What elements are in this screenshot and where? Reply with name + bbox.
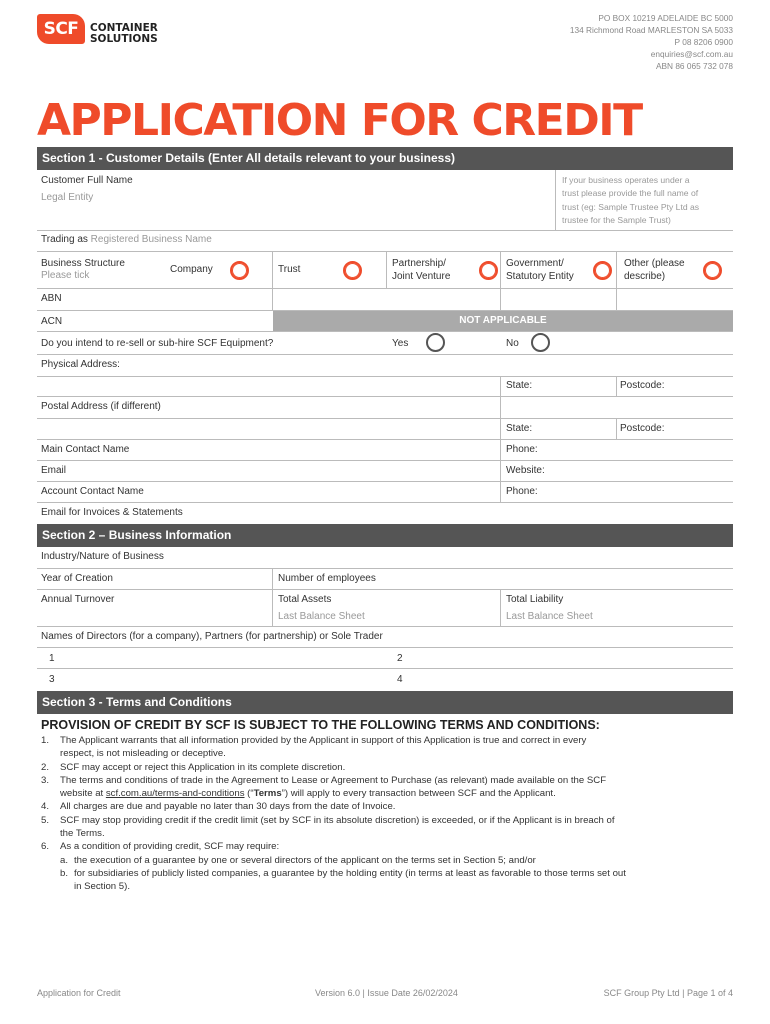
term-text: SCF may stop providing credit if the credit limit (set by SCF in its absolute discretion) is exceeded, or if the Applicant is in breach of [60,814,615,826]
address-line: P 08 8206 0900 [674,37,733,47]
partnership-line: Partnership/ [392,258,446,269]
government-checkbox[interactable] [593,261,612,280]
email-invoices-label: Email for Invoices & Statements [41,507,183,518]
section-3-heading: Section 3 - Terms and Conditions [37,691,733,714]
scf-logo-mark: SCF [37,14,85,44]
divider [37,288,733,289]
term-number: 2. [41,761,50,773]
address-line: enquiries@scf.com.au [650,49,733,59]
divider [37,668,733,669]
footer-left: Application for Credit [37,988,121,998]
logo-line-1: CONTAINER [90,22,158,34]
term-text: for subsidiaries of publicly listed companies, a guarantee by the holding entity (in terms at least as favorable to those terms set out [74,867,626,879]
total-assets-label: Total Assets [278,594,332,605]
divider [37,626,733,627]
trading-as-text: Trading as [41,234,88,245]
please-tick-hint: Please tick [41,270,90,281]
physical-postcode-label: Postcode: [620,380,665,391]
acn-not-applicable: NOT APPLICABLE [273,311,733,331]
term-number: 5. [41,814,50,826]
divider [500,252,501,311]
term-item [41,800,731,813]
divider [37,460,733,461]
divider [616,418,617,439]
director-4-label: 4 [397,674,403,685]
account-contact-name-label: Account Contact Name [41,486,144,497]
trust-note [562,174,699,227]
divider [37,589,733,590]
footer-version: Version 6.0 | Issue Date 26/02/2024 [315,988,458,998]
industry-label: Industry/Nature of Business [41,551,164,562]
resell-yes-radio[interactable] [426,333,445,352]
term-text: in Section 5). [74,881,130,893]
annual-turnover-label: Annual Turnover [41,594,115,605]
divider [37,418,733,419]
divider [37,481,733,482]
main-contact-phone-label: Phone: [506,444,538,455]
abn-label: ABN [41,293,62,304]
trust-checkbox[interactable] [343,261,362,280]
physical-state-label: State: [506,380,533,391]
term-subitem [60,854,626,867]
trust-note-line: trust (eg: Sample Trustee Pty Ltd as [562,201,700,212]
term-number: 6. [41,841,50,853]
trust-note-line: If your business operates under a [562,175,690,185]
names-of-directors-label: Names of Directors (for a company), Partners (for partnership) or Sole Trader [41,631,383,642]
term-text-part: (“ [244,788,254,800]
terms-link[interactable]: scf.com.au/terms-and-conditions [105,788,245,800]
account-contact-phone-label: Phone: [506,486,538,497]
term-text: the Terms. [60,828,105,840]
divider [37,568,733,569]
postal-state-label: State: [506,423,533,434]
total-assets-hint: Last Balance Sheet [278,611,365,622]
term-item [41,840,731,893]
resell-no-label: No [506,338,519,349]
logo-line-2: SOLUTIONS [90,33,158,45]
director-1-label: 1 [49,653,55,664]
trust-note-line: trust please provide the full name of [562,188,699,199]
term-number: 1. [41,735,50,746]
website-label: Website: [506,465,545,476]
divider [500,589,501,626]
divider [555,170,556,230]
term-subnumber: b. [60,867,69,879]
main-contact-name-label: Main Contact Name [41,444,130,455]
physical-address-label: Physical Address: [41,359,120,370]
divider [37,439,733,440]
divider [272,288,273,311]
divider [37,647,733,648]
divider [37,376,733,377]
total-liability-label: Total Liability [506,594,564,605]
term-text: The terms and conditions of trade in the Agreement to Lease or Agreement to Purchase (as relevant) made available on the SCF [60,774,607,786]
partnership-checkbox[interactable] [479,261,498,280]
total-liability-hint: Last Balance Sheet [506,611,593,622]
divider [37,331,733,332]
term-subitem [60,867,626,894]
page-title: APPLICATION FOR CREDIT [37,95,642,146]
government-line: Statutory Entity [506,271,574,282]
term-number: 3. [41,774,50,786]
term-subnumber: a. [60,854,69,866]
resell-question: Do you intend to re-sell or sub-hire SCF Equipment? [41,338,274,349]
term-text-block [60,734,586,761]
term-text: SCF may accept or reject this Application in its complete discretion. [60,761,346,773]
resell-yes-label: Yes [392,338,409,349]
terms-list [41,734,731,894]
divider [272,252,273,288]
term-text-part: website at [60,788,106,800]
partnership-option-label [392,257,450,283]
trust-note-line: trustee for the Sample Trust) [562,214,671,225]
divider [37,396,733,397]
address-line: ABN 86 065 732 078 [655,61,733,71]
term-number: 4. [41,801,50,813]
term-item [41,734,731,761]
term-item [41,774,731,801]
trading-as-label [41,234,212,245]
divider [616,252,617,311]
registered-business-name-hint: Registered Business Name [90,234,212,245]
director-3-label: 3 [49,674,55,685]
divider [37,230,733,231]
section-2-heading: Section 2 – Business Information [37,524,733,547]
postal-postcode-label: Postcode: [620,423,665,434]
divider [37,251,733,252]
address-line: PO BOX 10219 ADELAIDE BC 5000 [598,13,733,23]
divider [616,376,617,396]
trust-option-label: Trust [278,264,301,275]
term-item [41,761,731,774]
terms-subheading: PROVISION OF CREDIT BY SCF IS SUBJECT TO THE FOLLOWING TERMS AND CONDITIONS: [41,718,600,732]
scf-logo-text [90,23,158,45]
divider [272,568,273,626]
company-checkbox[interactable] [230,261,249,280]
term-item [41,814,731,841]
director-2-label: 2 [397,653,403,664]
term-text-part: ”) will apply to every transaction between SCF and the Applicant. [281,788,556,800]
address-line: 134 Richmond Road MARLESTON SA 5033 [569,25,733,35]
term-text-block [60,774,606,801]
term-text-block [74,867,626,894]
postal-address-label: Postal Address (if different) [41,401,161,412]
term-text [60,787,606,800]
company-option-label: Company [170,264,213,275]
year-of-creation-label: Year of Creation [41,573,113,584]
government-option-label [506,257,574,283]
term-text: respect, is not misleading or deceptive. [60,748,226,760]
company-address [570,12,733,72]
other-line: Other (please [624,258,685,269]
divider [37,502,733,503]
term-text: All charges are due and payable no later than 30 days from the date of Invoice. [60,801,396,813]
number-of-employees-label: Number of employees [278,573,376,584]
government-line: Government/ [506,258,564,269]
resell-no-radio[interactable] [531,333,550,352]
other-option-label [624,257,685,283]
section-1-heading: Section 1 - Customer Details (Enter All details relevant to your business) [37,147,733,170]
partnership-line: Joint Venture [392,271,451,282]
divider [386,252,387,288]
email-label: Email [41,465,67,476]
term-text: The Applicant warrants that all information provided by the Applicant in support of this Application is true and correct in every [60,735,587,746]
customer-full-name-label: Customer Full Name [41,175,133,186]
term-text-bold: Terms [253,788,282,800]
acn-label: ACN [41,316,63,327]
other-line: describe) [624,271,666,282]
legal-entity-hint: Legal Entity [41,192,94,203]
footer-page: SCF Group Pty Ltd | Page 1 of 4 [603,988,733,998]
term-text: As a condition of providing credit, SCF may require: [60,841,280,853]
other-checkbox[interactable] [703,261,722,280]
business-structure-label: Business Structure [41,258,125,269]
term-text: the execution of a guarantee by one or several directors of the applicant on the terms set in Section 5; and/or [74,854,536,866]
term-text-block [60,840,626,893]
divider [500,376,501,502]
divider [37,354,733,355]
term-text-block [60,814,615,841]
